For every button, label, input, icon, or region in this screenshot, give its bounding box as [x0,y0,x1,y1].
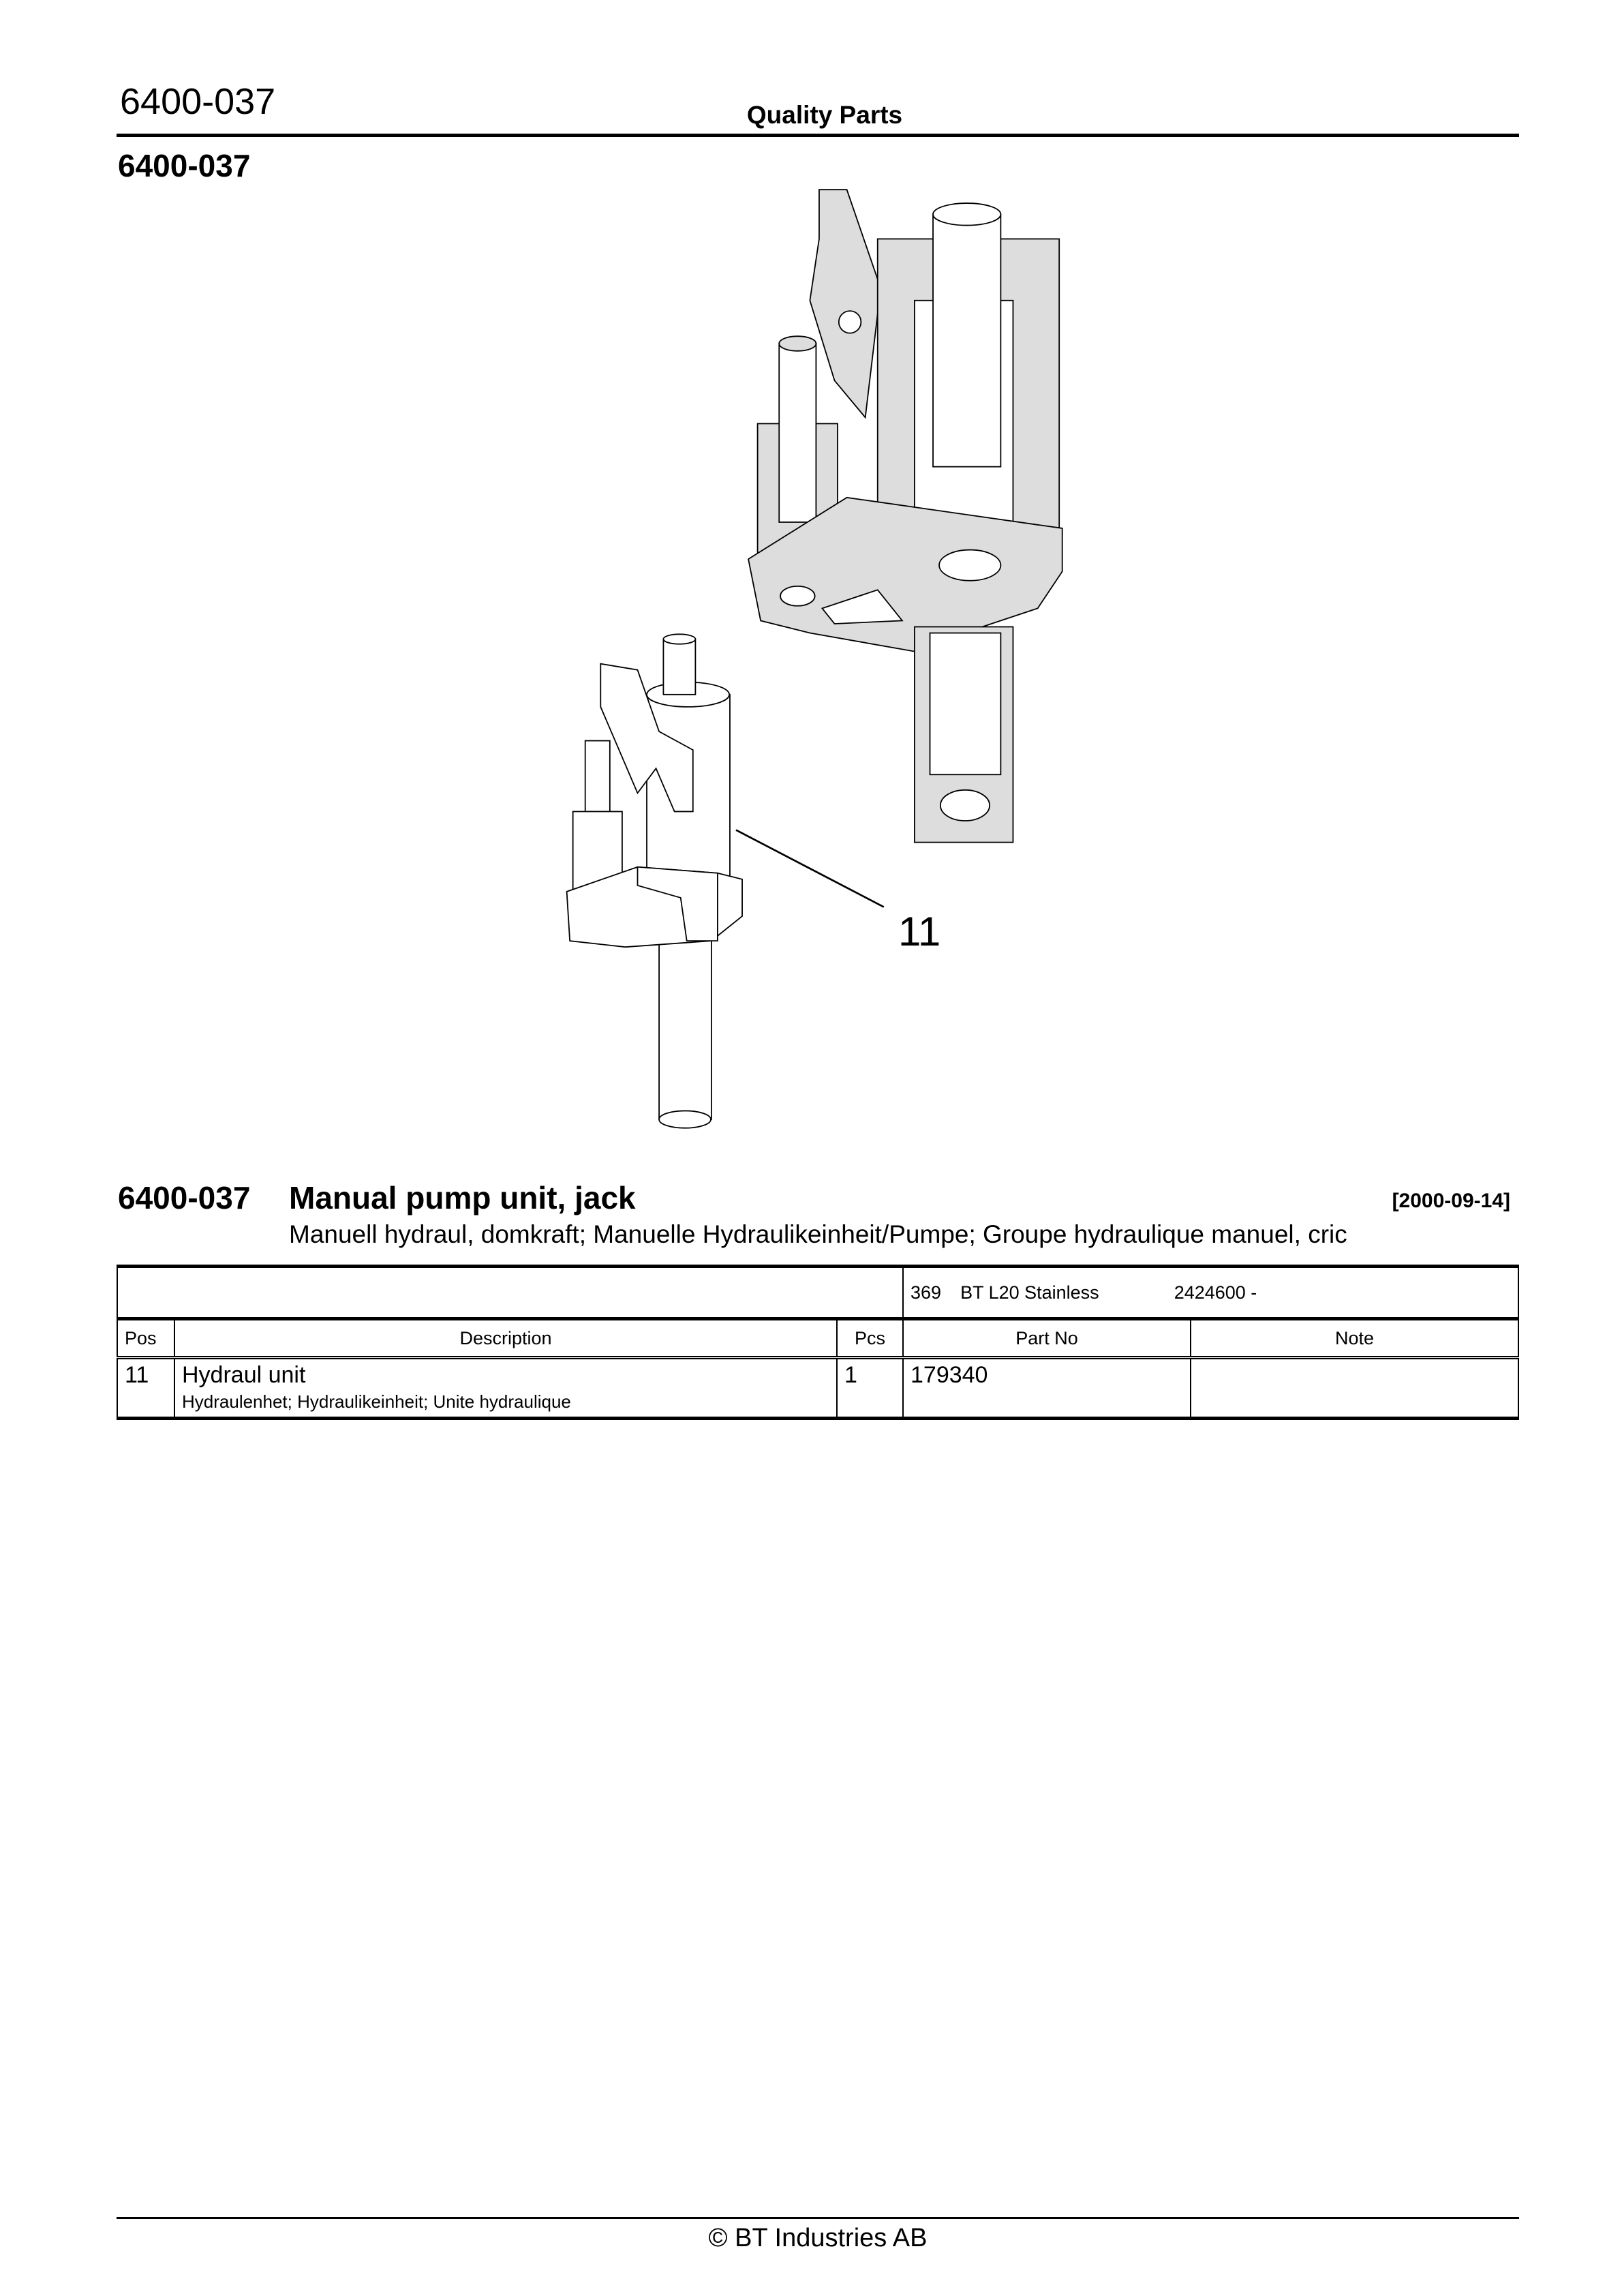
cutaway-jack-assembly [748,190,1062,842]
table-row [117,1358,1518,1419]
model-row [117,1267,1518,1319]
column-header-pcs: Pcs [837,1319,903,1358]
group-title: Manual pump unit, jack [289,1180,636,1215]
callout-label: 11 [898,909,941,954]
group-number: 6400-037 [118,1180,251,1215]
cell-note [1191,1358,1518,1419]
hydraul-unit-part [567,634,742,1128]
brand-title: Quality Parts [746,101,903,129]
cell-description [174,1358,837,1419]
document-number: 6400-037 [120,81,276,122]
header-divider [117,134,1519,137]
footer-divider [117,2217,1519,2219]
model-code: 369 [911,1282,942,1303]
group-translations: Manuell hydraul, domkraft; Manuelle Hydraulikeinheit/Pumpe; Groupe hydraulique manuel, cric [289,1220,1347,1248]
parts-table [117,1265,1519,1420]
column-header-pos: Pos [117,1319,174,1358]
model-name: BT L20 Stainless [960,1282,1099,1303]
callout-leader-line [736,830,884,907]
description-translations: Hydraulenhet; Hydraulikeinheit; Unite hydraulique [182,1391,571,1412]
column-header-description: Description [174,1319,837,1358]
model-info [903,1267,1518,1319]
cell-pcs: 1 [837,1358,903,1419]
cell-part-no: 179340 [903,1358,1191,1419]
copyright: © BT Industries AB [708,2224,928,2252]
column-header-part-no: Part No [903,1319,1191,1358]
column-header-note: Note [1191,1319,1518,1358]
cell-pos: 11 [117,1358,174,1419]
model-serial: 2424600 - [1174,1282,1257,1303]
group-date: [2000-09-14] [1392,1190,1510,1212]
exploded-parts-illustration [545,177,1499,1159]
section-number: 6400-037 [118,148,251,183]
table-header [117,1319,1518,1358]
description-main: Hydraul unit [182,1362,306,1388]
